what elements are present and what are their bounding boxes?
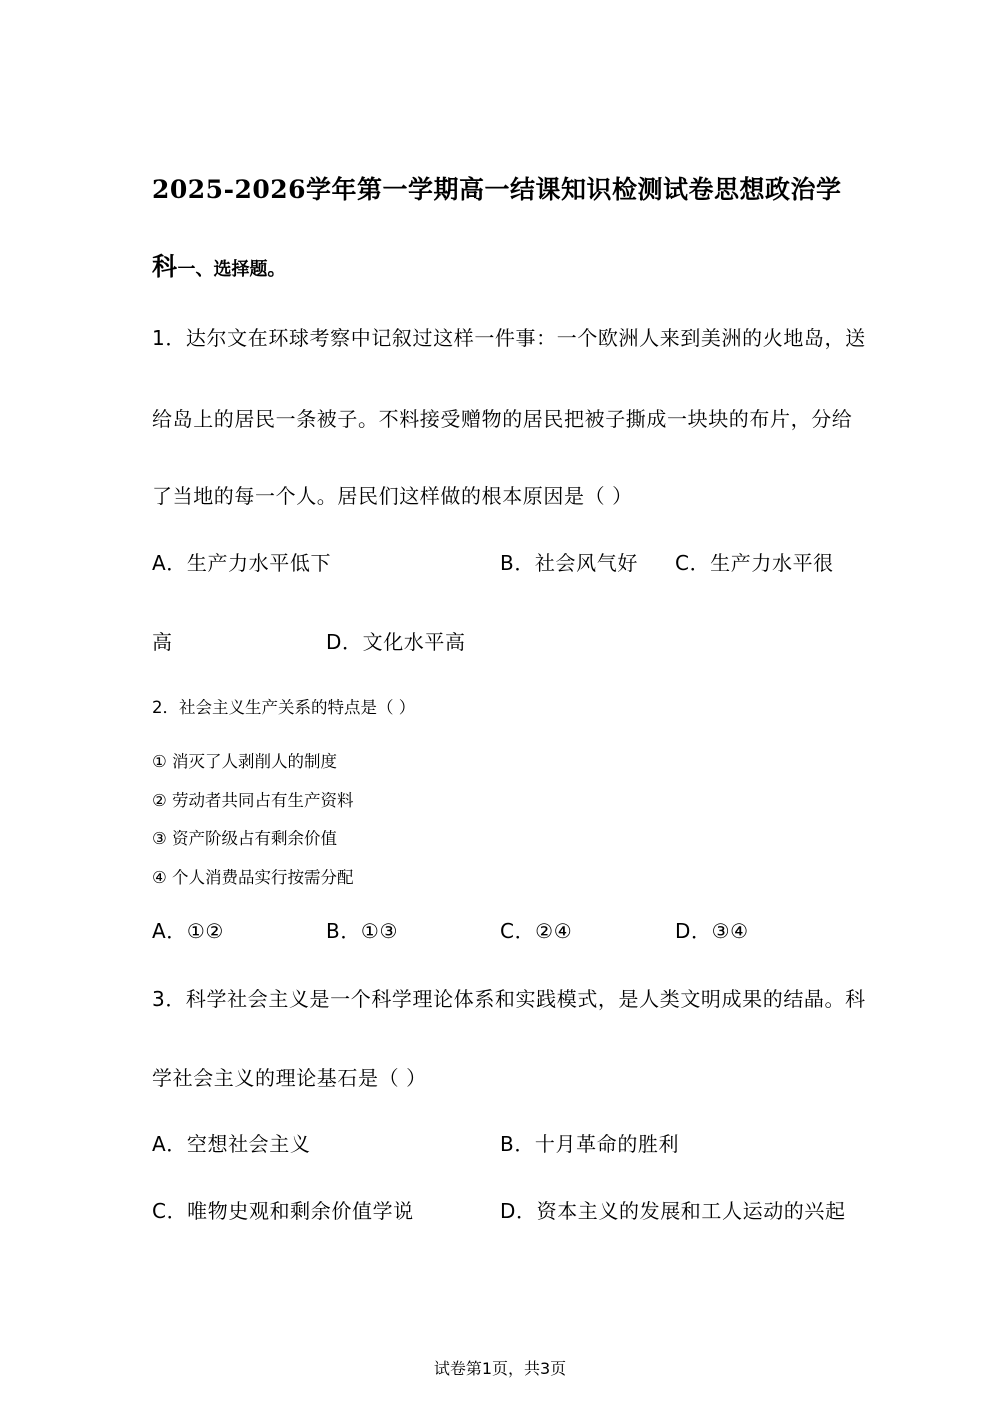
q2-option-b: B．①③ <box>326 919 398 943</box>
q2-item-1: ① 消灭了人剥削人的制度 <box>152 752 338 771</box>
q2-item-3: ③ 资产阶级占有剩余价值 <box>152 829 338 848</box>
q1-option-b: B．社会风气好 <box>500 551 638 575</box>
q3-stem-line1: 3．科学社会主义是一个科学理论体系和实践模式，是人类文明成果的结晶。科 <box>152 987 866 1011</box>
q3-stem-line2: 学社会主义的理论基石是（ ） <box>152 1066 427 1090</box>
q3-option-b: B．十月革命的胜利 <box>500 1132 680 1156</box>
q3-option-a: A．空想社会主义 <box>152 1132 311 1156</box>
q3-option-d: D．资本主义的发展和工人运动的兴起 <box>500 1199 846 1223</box>
q1-stem-line1: 1．达尔文在环球考察中记叙过这样一件事：一个欧洲人来到美洲的火地岛，送 <box>152 326 866 350</box>
title-line2: 科 <box>152 252 178 281</box>
q2-option-c: C．②④ <box>500 919 573 943</box>
page-footer: 试卷第1页，共3页 <box>433 1359 567 1378</box>
q2-stem: 2．社会主义生产关系的特点是（ ） <box>152 698 416 717</box>
q2-item-2: ② 劳动者共同占有生产资料 <box>152 791 354 810</box>
q1-option-a: A．生产力水平低下 <box>152 551 332 575</box>
q2-item-4: ④ 个人消费品实行按需分配 <box>152 868 354 887</box>
document-title <box>152 170 842 206</box>
section-heading: 一、选择题。 <box>177 259 286 280</box>
title-continuation-row <box>152 247 286 283</box>
q1-option-c: C．生产力水平很 <box>675 551 834 575</box>
title-line1: 2025-2026学年第一学期高一结课知识检测试卷思想政治学 <box>152 175 842 204</box>
q1-stem-line3: 了当地的每一个人。居民们这样做的根本原因是（ ） <box>152 484 633 508</box>
q2-option-a: A．①② <box>152 919 224 943</box>
q1-option-d: D．文化水平高 <box>326 630 466 654</box>
q3-option-c: C．唯物史观和剩余价值学说 <box>152 1199 414 1223</box>
q2-option-d: D．③④ <box>675 919 749 943</box>
q1-option-c-continued: 高 <box>152 630 173 654</box>
q1-stem-line2: 给岛上的居民一条被子。不料接受赠物的居民把被子撕成一块块的布片，分给 <box>152 407 853 431</box>
